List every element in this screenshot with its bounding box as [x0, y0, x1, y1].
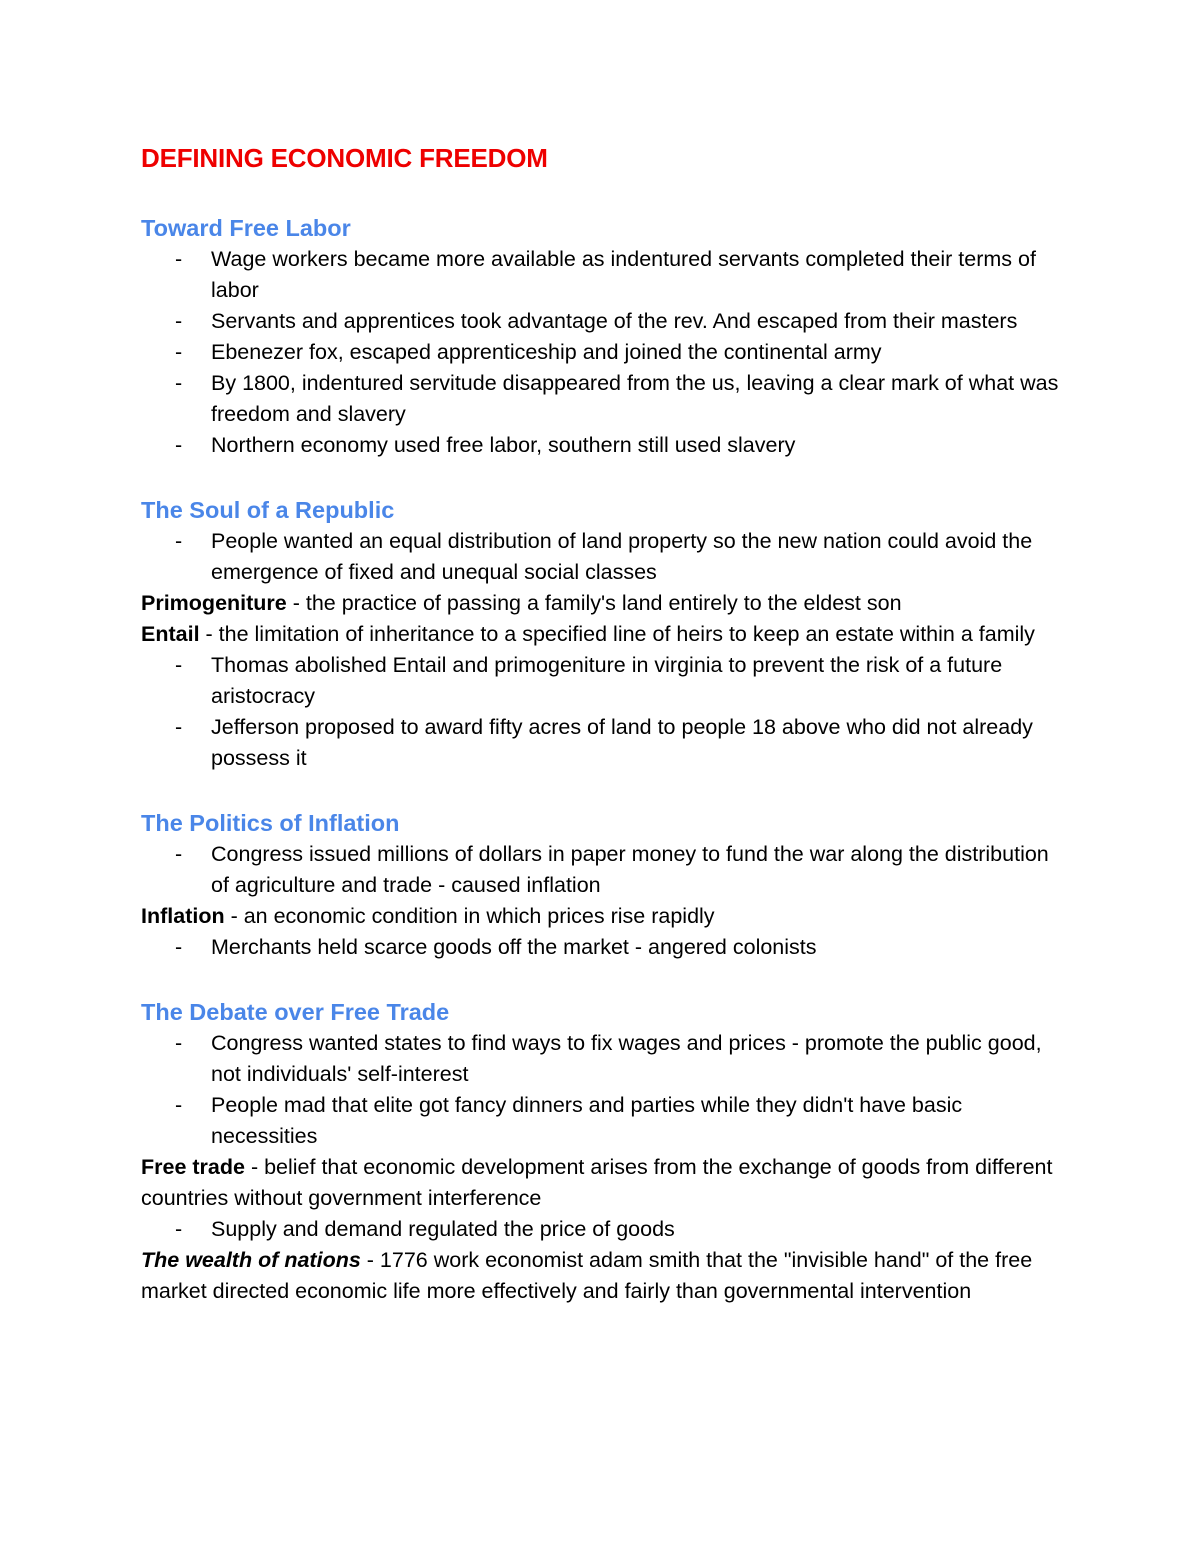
definition-text: - the limitation of inheritance to a specified line of heirs to keep an estate within a family [199, 622, 1035, 646]
section-heading: The Debate over Free Trade [141, 999, 450, 1025]
dash-bullet-icon: - [175, 1093, 183, 1117]
definition-text: - the practice of passing a family's land entirely to the eldest son [286, 591, 902, 615]
definition-inflation [141, 901, 1071, 932]
definition-wealth-of-nations [141, 1245, 1071, 1307]
section-heading: The Soul of a Republic [141, 497, 395, 523]
definition-text: - belief that economic development arises from the exchange of goods from different countries without government interference [141, 1155, 1053, 1210]
list-item: - Ebenezer fox, escaped apprenticeship and joined the continental army [141, 337, 1071, 368]
definition-free-trade [141, 1152, 1071, 1214]
dash-bullet-icon: - [175, 340, 183, 364]
definition-primogeniture [141, 588, 1071, 619]
dash-bullet-icon: - [175, 371, 183, 395]
definition-term: Primogeniture [141, 591, 287, 615]
section-heading: Toward Free Labor [141, 215, 351, 241]
definition-term: The wealth of nations [141, 1248, 361, 1272]
section-debate-over-free-trade [141, 996, 1071, 1307]
dash-bullet-icon: - [175, 529, 183, 553]
list-item: - People wanted an equal distribution of land property so the new nation could avoid the emergence of fixed and unequal social classes [141, 526, 1071, 588]
list-item: - Congress wanted states to find ways to fix wages and prices - promote the public good, not individuals' self-interest [141, 1028, 1071, 1090]
section-politics-of-inflation [141, 807, 1071, 963]
section-heading: The Politics of Inflation [141, 810, 400, 836]
definition-term: Free trade [141, 1155, 245, 1179]
section-toward-free-labor [141, 212, 1071, 461]
document-page [141, 140, 1071, 1340]
list-item: - By 1800, indentured servitude disappeared from the us, leaving a clear mark of what was freedom and slavery [141, 368, 1071, 430]
definition-term: Inflation [141, 904, 225, 928]
definition-text: - 1776 work economist adam smith that the "invisible hand" of the free market directed economic life more effectively and fairly than governmental intervention [141, 1248, 1033, 1303]
dash-bullet-icon: - [175, 842, 183, 866]
list-item: - Thomas abolished Entail and primogeniture in virginia to prevent the risk of a future aristocracy [141, 650, 1071, 712]
list-item: - Merchants held scarce goods off the market - angered colonists [141, 932, 1071, 963]
dash-bullet-icon: - [175, 1217, 183, 1241]
dash-bullet-icon: - [175, 247, 183, 271]
definition-term: Entail [141, 622, 200, 646]
section-soul-of-a-republic [141, 494, 1071, 774]
dash-bullet-icon: - [175, 935, 183, 959]
dash-bullet-icon: - [175, 653, 183, 677]
document-title: DEFINING ECONOMIC FREEDOM [141, 143, 548, 173]
list-item: - Northern economy used free labor, southern still used slavery [141, 430, 1071, 461]
definition-text: - an economic condition in which prices rise rapidly [224, 904, 715, 928]
list-item: - People mad that elite got fancy dinners and parties while they didn't have basic necessities [141, 1090, 1071, 1152]
list-item: - Wage workers became more available as indentured servants completed their terms of labor [141, 244, 1071, 306]
definition-entail [141, 619, 1071, 650]
list-item: - Supply and demand regulated the price of goods [141, 1214, 1071, 1245]
dash-bullet-icon: - [175, 433, 183, 457]
list-item: - Jefferson proposed to award fifty acres of land to people 18 above who did not already possess it [141, 712, 1071, 774]
list-item: - Servants and apprentices took advantage of the rev. And escaped from their masters [141, 306, 1071, 337]
dash-bullet-icon: - [175, 1031, 183, 1055]
dash-bullet-icon: - [175, 309, 183, 333]
list-item: - Congress issued millions of dollars in paper money to fund the war along the distribution of agriculture and trade - caused inflation [141, 839, 1071, 901]
dash-bullet-icon: - [175, 715, 183, 739]
